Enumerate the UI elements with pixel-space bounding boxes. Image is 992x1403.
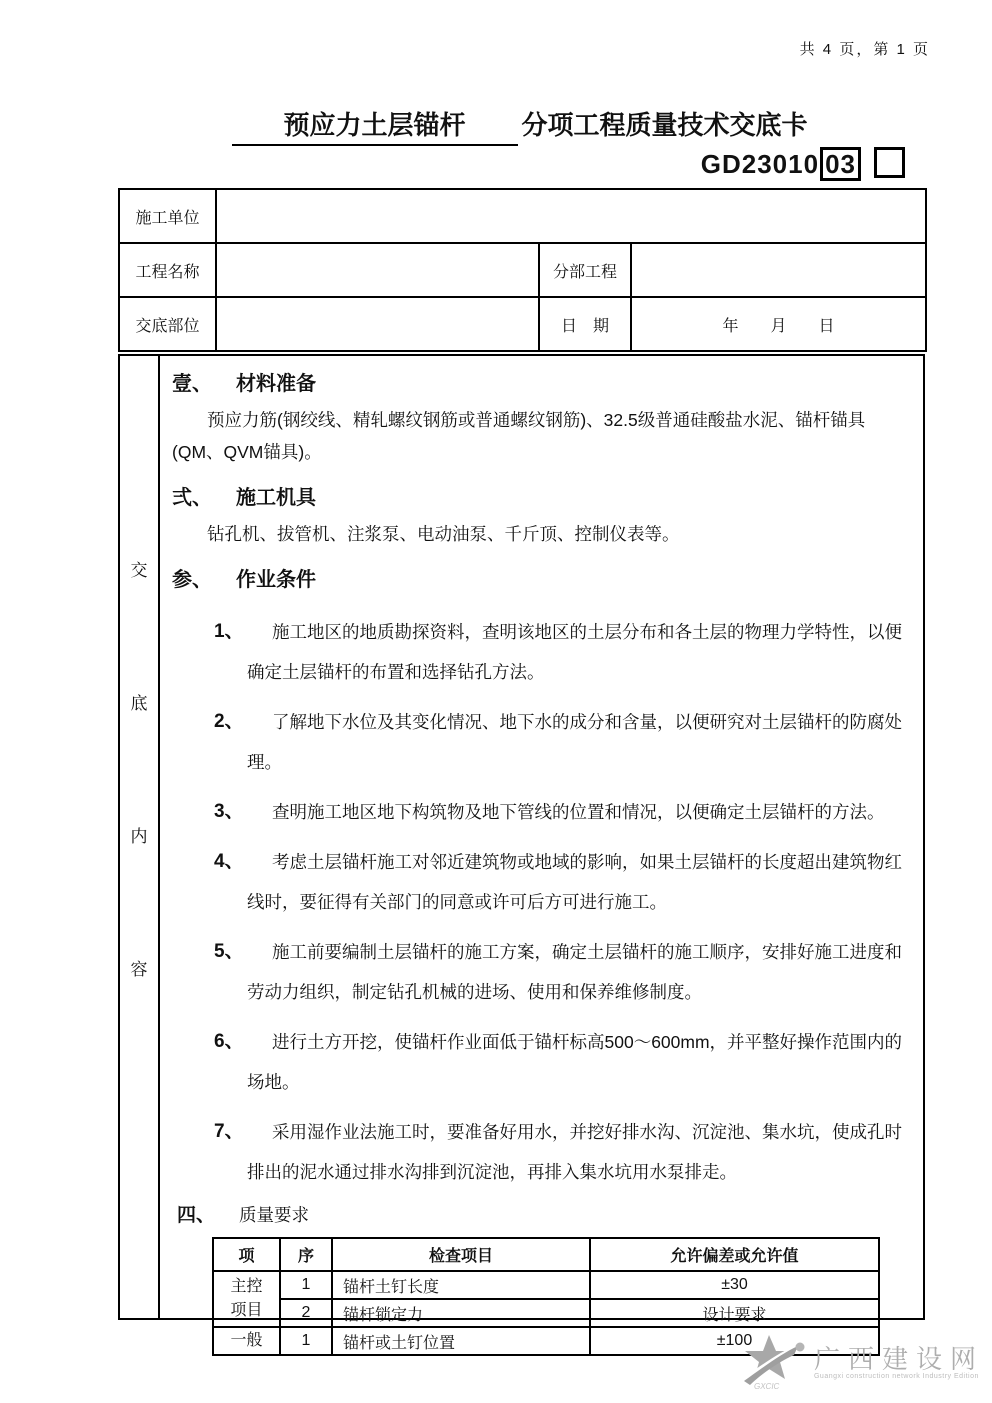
item-text: 进行土方开挖，使锚杆作业面低于锚杆标高500～600mm，并平整好操作范围内的场地。 xyxy=(247,1032,903,1092)
project-name-value-cell xyxy=(216,243,539,297)
item-number: 6、 xyxy=(214,1031,244,1052)
item-text: 施工前要编制土层锚杆的施工方案，确定土层锚杆的施工顺序，安排好施工进度和劳动力组织，制定钻孔机械的进场、使用和保养维修制度。 xyxy=(247,942,902,1002)
col-header-seq: 序 xyxy=(280,1238,332,1271)
check-item-cell: 锚杆或土钉位置 xyxy=(332,1327,590,1355)
check-item-cell: 锚杆锁定力 xyxy=(332,1299,590,1327)
svg-text:GXCIC: GXCIC xyxy=(753,1382,780,1391)
section-heading-materials xyxy=(172,370,911,398)
table-row xyxy=(119,297,926,351)
seq-cell: 2 xyxy=(280,1299,332,1327)
disclosure-content-box xyxy=(118,354,925,1352)
condition-item-6 xyxy=(172,1022,911,1102)
condition-item-7 xyxy=(172,1112,911,1192)
seq-cell: 1 xyxy=(280,1271,332,1299)
item-number: 3、 xyxy=(214,801,244,822)
side-label-char: 交 xyxy=(130,561,148,580)
condition-item-2 xyxy=(172,702,911,782)
category-cell-main-control: 主控项目 xyxy=(213,1271,280,1327)
page-count-info: 共 4 页，第 1 页 xyxy=(799,41,930,58)
form-code-prefix: GD23010 xyxy=(700,148,820,179)
watermark-site-subtitle: Guangxi construction network Industry Edition xyxy=(813,1372,979,1380)
table-row xyxy=(119,189,926,243)
check-item-cell: 锚杆土钉长度 xyxy=(332,1271,590,1299)
item-number: 7、 xyxy=(214,1121,244,1142)
item-number: 4、 xyxy=(214,851,244,872)
table-row xyxy=(213,1299,879,1327)
item-text: 查明施工地区地下构筑物及地下管线的位置和情况，以便确定土层锚杆的方法。 xyxy=(272,802,885,822)
section-number: 参、 xyxy=(172,569,212,591)
section-heading-quality xyxy=(172,1202,911,1229)
section-number: 壹、 xyxy=(172,373,212,395)
disclosure-part-label: 交底部位 xyxy=(119,297,216,351)
content-area xyxy=(162,356,921,1352)
disclosure-part-value-cell xyxy=(216,297,539,351)
section-number: 弍、 xyxy=(172,487,212,509)
deviation-cell: 设计要求 xyxy=(590,1299,879,1327)
item-text: 了解地下水位及其变化情况、地下水的成分和含量，以便研究对土层锚杆的防腐处理。 xyxy=(247,712,902,772)
item-text: 考虑土层锚杆施工对邻近建筑物或地域的影响，如果土层锚杆的长度超出建筑物红线时，要征得有关部门的同意或许可后方可进行施工。 xyxy=(247,852,902,912)
side-label-char: 底 xyxy=(130,694,148,713)
form-code-boxed-suffix: 03 xyxy=(820,147,861,181)
category-cell-general: 一般 xyxy=(213,1327,280,1355)
construction-unit-label: 施工单位 xyxy=(119,189,216,243)
deviation-cell: ±100 xyxy=(590,1327,879,1355)
col-header-check-item: 检查项目 xyxy=(332,1238,590,1271)
col-header-allowed-deviation: 允许偏差或允许值 xyxy=(590,1238,879,1271)
materials-paragraph: 预应力筋(钢绞线、精轧螺纹钢筋或普通螺纹钢筋)、32.5级普通硅酸盐水泥、锚杆锚具(QM、QVM锚具)。 xyxy=(172,410,866,462)
condition-items xyxy=(172,612,911,1192)
date-label: 日 期 xyxy=(539,297,631,351)
title-subject-underlined: 预应力土层锚杆 xyxy=(232,105,517,146)
section-title: 施工机具 xyxy=(236,487,316,509)
condition-item-4 xyxy=(172,842,911,922)
item-number: 1、 xyxy=(214,621,244,642)
watermark-site-name: 广西建设网 xyxy=(813,1343,984,1374)
item-number: 5、 xyxy=(214,941,244,962)
watermark-texts xyxy=(814,1345,984,1380)
item-text: 施工地区的地质勘探资料，查明该地区的土层分布和各土层的物理力学特性，以便确定土层锚杆的布置和选择钻孔方法。 xyxy=(247,622,902,682)
machines-paragraph: 钻孔机、拔管机、注浆泵、电动油泵、千斤顶、控制仪表等。 xyxy=(207,524,680,544)
header-info-table xyxy=(118,188,927,352)
section-title: 质量要求 xyxy=(239,1205,310,1225)
date-value-cell: 年 月 日 xyxy=(631,297,926,351)
side-label-char: 容 xyxy=(130,960,148,979)
col-header-category: 项 xyxy=(213,1238,280,1271)
item-text: 采用湿作业法施工时，要准备好用水，并挖好排水沟、沉淀池、集水坑，使成孔时排出的泥水通过排水沟排到沉淀池，再排入集水坑用水泵排走。 xyxy=(247,1122,902,1182)
condition-item-5 xyxy=(172,932,911,1012)
table-row xyxy=(119,243,926,297)
form-code-empty-checkbox xyxy=(874,147,905,178)
project-name-label: 工程名称 xyxy=(119,243,216,297)
condition-item-1 xyxy=(172,612,911,692)
section-number: 四、 xyxy=(177,1205,216,1226)
section-heading-conditions xyxy=(172,566,911,594)
section-title: 作业条件 xyxy=(236,569,316,591)
form-code xyxy=(701,147,905,181)
side-label-char: 内 xyxy=(130,827,148,846)
side-vertical-label xyxy=(120,356,160,1318)
seq-cell: 1 xyxy=(280,1327,332,1355)
section-heading-machines xyxy=(172,484,911,512)
condition-item-3 xyxy=(172,792,911,832)
document-title xyxy=(90,105,950,146)
section-title: 材料准备 xyxy=(236,373,316,395)
deviation-cell: ±30 xyxy=(590,1271,879,1299)
site-watermark xyxy=(736,1333,984,1391)
item-number: 2、 xyxy=(214,711,244,732)
subdivision-label: 分部工程 xyxy=(539,243,631,297)
table-header-row xyxy=(213,1238,879,1271)
table-row xyxy=(213,1271,879,1299)
construction-unit-value-cell xyxy=(216,189,926,243)
subdivision-value-cell xyxy=(631,243,926,297)
star-logo-icon xyxy=(736,1333,808,1391)
title-rest: 分项工程质量技术交底卡 xyxy=(521,110,808,140)
